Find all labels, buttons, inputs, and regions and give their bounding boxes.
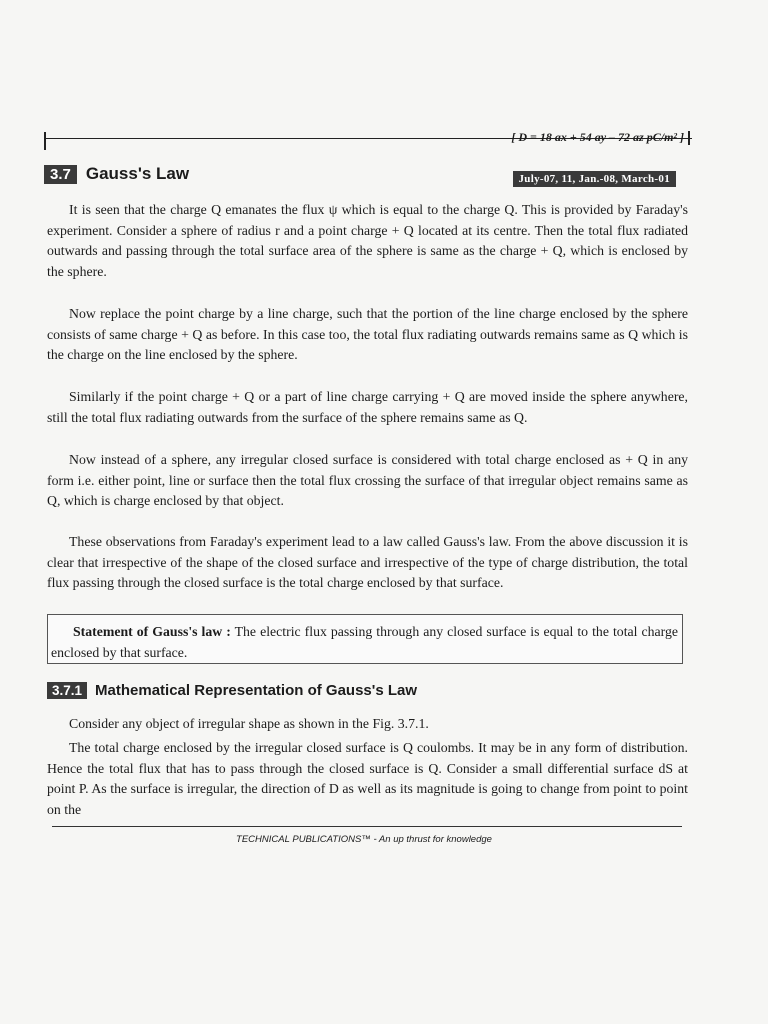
paragraph: Similarly if the point charge + Q or a part of line charge carrying + Q are moved inside the sphere anywhere, still the total flux radiating outwards from the surface of the sphere remains same as Q. (47, 389, 688, 425)
paragraph: Now instead of a sphere, any irregular closed surface is considered with total charge enclosed as + Q in any form i.e. either point, line or surface then the total flux crossing the surface of that irregular object remains same as Q, which is charge enclosed by that object. (47, 452, 688, 509)
statement (51, 622, 678, 663)
answer-text: [ D = 18 ax + 54 ay – 72 az pC/m² ] (511, 130, 684, 144)
subsection-heading (47, 682, 417, 699)
paragraph: It is seen that the charge Q emanates the flux ψ which is equal to the charge Q. This is provided by Faraday's experiment. Consider a sphere of radius r and a point charge + Q located at its centre. Then the total flux radiated outwards and passing through the total surface area of the sphere is same as the charge + Q, which is enclosed by the sphere. (47, 202, 688, 279)
subsection-number: 3.7.1 (47, 682, 87, 699)
footer-tagline: - An up thrust for knowledge (370, 834, 492, 845)
subsection-title: Mathematical Representation of Gauss's Law (95, 682, 418, 699)
paragraph: The total charge enclosed by the irregular closed surface is Q coulombs. It may be in any form of distribution. Hence the total flux that has to pass through the closed surface is Q. Consider a small differential surface dS at point P. As the surface is irregular, the direction of D as well as its magnitude is going to change from point to point on the (47, 740, 688, 817)
statement-box (47, 614, 683, 664)
paragraph: These observations from Faraday's experiment lead to a law called Gauss's law. From the above discussion it is clear that irrespective of the shape of the closed surface and irrespective of the type of charge distribution, the total flux passing through the closed surface is the total charge enclosed by that surface. (47, 534, 688, 591)
header-rule-tick (44, 132, 46, 150)
statement-text: The electric flux passing through any closed surface is equal to the total charge enclosed by that surface. (51, 624, 679, 660)
exam-tag: July-07, 11, Jan.-08, March-01 (513, 171, 677, 187)
paragraph: Now replace the point charge by a line charge, such that the portion of the line charge enclosed by the sphere consists of same charge + Q as before. In this case too, the total flux radiating outwards remains same as Q which is the charge on the line enclosed by the sphere. (47, 306, 688, 363)
section-heading (44, 164, 189, 184)
section-number: 3.7 (44, 165, 77, 184)
previous-answer (511, 130, 690, 145)
answer-end-bar (688, 131, 690, 145)
paragraph: Consider any object of irregular shape as shown in the Fig. 3.7.1. (69, 716, 429, 731)
page-footer (0, 834, 728, 845)
footer-brand: TECHNICAL PUBLICATIONS™ (236, 834, 371, 845)
footer-rule (52, 826, 682, 827)
section-title: Gauss's Law (85, 164, 190, 183)
statement-label: Statement of Gauss's law : (73, 624, 231, 639)
